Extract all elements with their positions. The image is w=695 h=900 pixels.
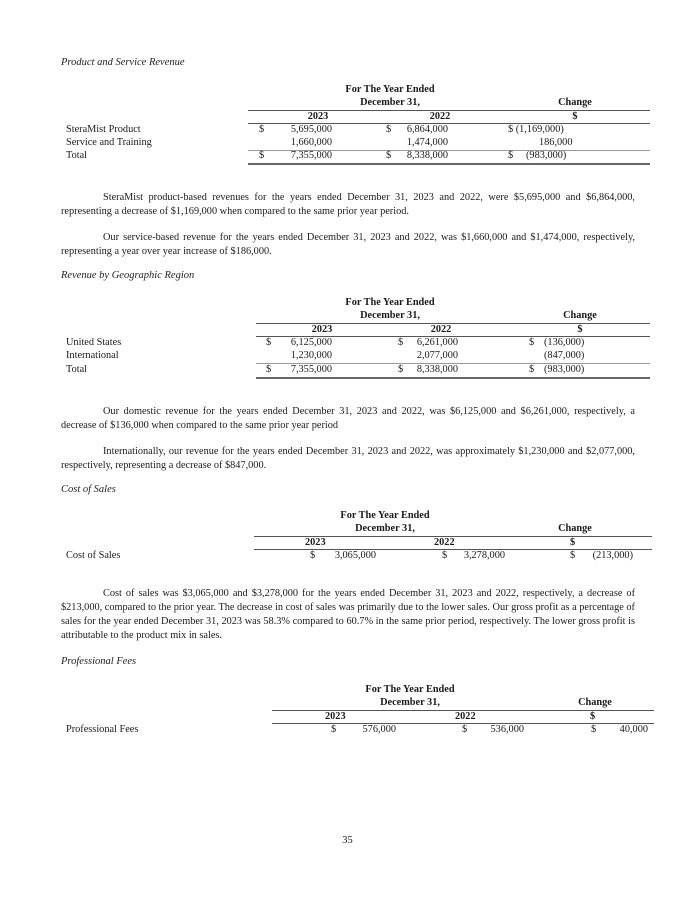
value-2023: 7,355,000: [290, 364, 332, 375]
col-header-change-unit: $: [570, 537, 576, 548]
currency-symbol: $: [398, 337, 404, 348]
value-change: (136,000): [544, 337, 585, 348]
row-label: Service and Training: [66, 137, 152, 148]
section-title-geographic: Revenue by Geographic Region: [61, 270, 195, 281]
currency-symbol: $: [259, 124, 265, 135]
value-2022: 8,338,000: [406, 150, 448, 161]
value-2023: 576,000: [362, 724, 396, 735]
row-label: Total: [66, 364, 88, 375]
paragraph: Internationally, our revenue for the years ended December 31, 2023 and 2022, was approximately $1,230,000 and $2,077,000, respectively, representing a decrease of $847,000.: [61, 446, 635, 471]
section-title-product-service: Product and Service Revenue: [61, 57, 185, 68]
col-header-change-unit: $: [572, 111, 578, 122]
row-label: SteraMist Product: [66, 124, 141, 135]
table-header-change: Change: [558, 523, 592, 534]
table-header-date: December 31,: [355, 523, 415, 534]
value-2022: 6,261,000: [416, 337, 458, 348]
value-change: (983,000): [526, 150, 567, 161]
paragraph: Cost of sales was $3,065,000 and $3,278,000 for the years ended December 31, 2023 and 2022, respectively, a decrease of $213,000, compared to the prior year. The decrease in cost of sales was primarily due to the lower sales. Our gross profit as a percentage of sales for the year ended December 31, 2023 was 58.3% compared to 60.7% in the same prior period, respectively. The lower gross profit is attributable to the product mix in sales.: [61, 588, 635, 641]
value-2022: 536,000: [490, 724, 524, 735]
value-change: (847,000): [544, 350, 585, 361]
table-header-period: For The Year Ended: [345, 297, 435, 308]
paragraph: Our domestic revenue for the years ended December 31, 2023 and 2022, was $6,125,000 and $6,261,000, respectively, a decrease of $136,000 when compared to the same prior year period: [61, 406, 635, 431]
col-header-2023: 2023: [325, 711, 346, 722]
value-change: 186,000: [539, 137, 573, 148]
col-header-change-unit: $: [577, 324, 583, 335]
value-2023: 1,660,000: [290, 137, 332, 148]
value-2023: 6,125,000: [290, 337, 332, 348]
row-label: Cost of Sales: [66, 550, 121, 561]
value-2022: 6,864,000: [406, 124, 448, 135]
row-label: International: [66, 350, 119, 361]
value-2023: 5,695,000: [290, 124, 332, 135]
row-label: United States: [66, 337, 122, 348]
table-header-period: For The Year Ended: [340, 510, 430, 521]
col-header-2022: 2022: [430, 324, 452, 335]
value-2023: 1,230,000: [290, 350, 332, 361]
currency-symbol: $: [386, 150, 392, 161]
currency-symbol: $: [462, 724, 468, 735]
value-2022: 2,077,000: [416, 350, 458, 361]
table-header-period: For The Year Ended: [365, 684, 455, 695]
table-header-date: December 31,: [380, 697, 440, 708]
col-header-2022: 2022: [455, 711, 476, 722]
page-number: 35: [342, 835, 353, 846]
currency-symbol: $: [591, 724, 597, 735]
paragraph: Our service-based revenue for the years ended December 31, 2023 and 2022, was $1,660,000 and $1,474,000, respectively, representing a year over year increase of $186,000.: [61, 232, 635, 257]
col-header-2023: 2023: [305, 537, 326, 548]
value-change: (983,000): [544, 364, 585, 375]
total-double-rule: [248, 163, 650, 165]
total-double-rule: [256, 377, 650, 379]
col-header-2022: 2022: [429, 111, 451, 122]
currency-symbol: $: [570, 550, 576, 561]
value-2022: 1,474,000: [406, 137, 448, 148]
section-title-professional-fees: Professional Fees: [61, 656, 137, 667]
currency-symbol: $: [529, 337, 535, 348]
currency-symbol: $: [529, 364, 535, 375]
col-header-2023: 2023: [311, 324, 333, 335]
row-label: Professional Fees: [66, 724, 139, 735]
row-label: Total: [66, 150, 88, 161]
currency-symbol: $: [259, 150, 265, 161]
section-title-cost-of-sales: Cost of Sales: [61, 484, 116, 495]
value-change: 40,000: [619, 724, 648, 735]
col-header-change-unit: $: [590, 711, 596, 722]
table-header-change: Change: [578, 697, 612, 708]
currency-symbol: $: [266, 364, 272, 375]
currency-symbol: $: [331, 724, 337, 735]
table-header-change: Change: [558, 97, 592, 108]
value-change: (213,000): [592, 550, 633, 561]
value-2023: 3,065,000: [334, 550, 376, 561]
currency-symbol: $: [508, 150, 514, 161]
value-2022: 3,278,000: [463, 550, 505, 561]
value-change: $ (1,169,000): [508, 124, 564, 135]
currency-symbol: $: [310, 550, 316, 561]
col-header-2022: 2022: [434, 537, 455, 548]
paragraph: SteraMist product-based revenues for the years ended December 31, 2023 and 2022, were $5,695,000 and $6,864,000, representing a decrease of $1,169,000 when compared to the same prior year period.: [61, 192, 635, 217]
currency-symbol: $: [442, 550, 448, 561]
currency-symbol: $: [266, 337, 272, 348]
table-header-change: Change: [563, 310, 597, 321]
value-2023: 7,355,000: [290, 150, 332, 161]
currency-symbol: $: [386, 124, 392, 135]
table-header-date: December 31,: [360, 310, 420, 321]
currency-symbol: $: [398, 364, 404, 375]
value-2022: 8,338,000: [416, 364, 458, 375]
table-header-date: December 31,: [360, 97, 420, 108]
col-header-2023: 2023: [307, 111, 329, 122]
table-header-period: For The Year Ended: [345, 84, 435, 95]
